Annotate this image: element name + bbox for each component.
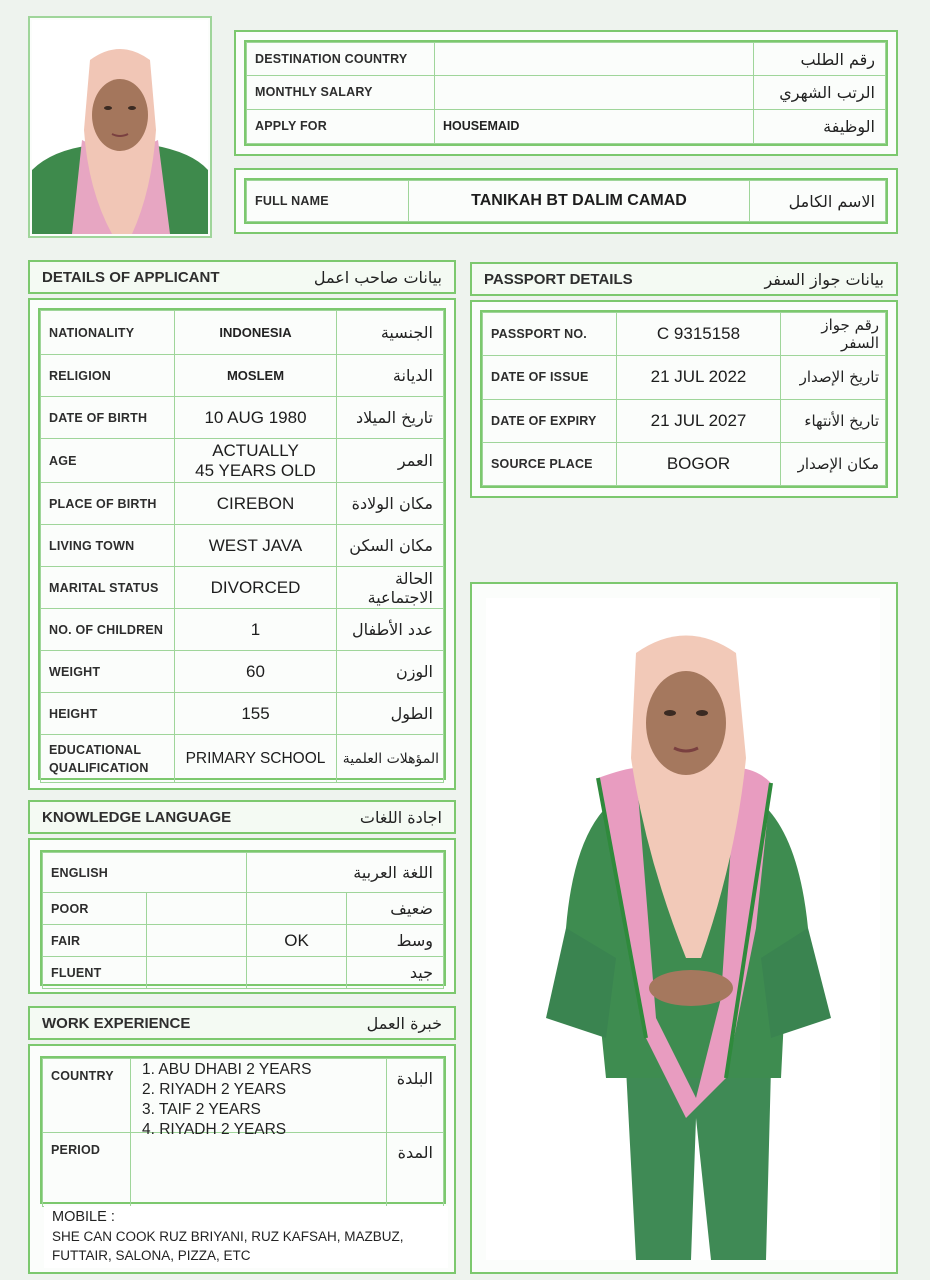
weight-value: 60: [175, 651, 337, 693]
notes-line-2: FUTTAIR, SALONA, PIZZA, ETC: [52, 1248, 251, 1263]
full-name-value: TANIKAH BT DALIM CAMAD: [409, 181, 750, 222]
passport-no-value: C 9315158: [617, 313, 781, 356]
passport-header-title: PASSPORT DETAILS: [484, 270, 633, 288]
language-header-title: KNOWLEDGE LANGUAGE: [42, 808, 232, 826]
applicant-header-ar: بيانات صاحب اعمل: [313, 267, 442, 287]
dob-label: DATE OF BIRTH: [41, 397, 175, 439]
passport-details-box: [470, 300, 898, 498]
work-item-2: 2. RIYADH 2 YEARS: [142, 1081, 287, 1098]
portrait-photo: [32, 20, 208, 234]
age-value-line2: 45 YEARS OLD: [195, 460, 316, 480]
applicant-header: [28, 260, 456, 294]
age-label: AGE: [41, 439, 175, 483]
passport-header: [470, 262, 898, 296]
apply-for-label: APPLY FOR: [247, 109, 435, 143]
work-header-ar: خبرة العمل: [366, 1013, 442, 1033]
dob-value: 10 AUG 1980: [175, 397, 337, 439]
weight-label: WEIGHT: [41, 651, 175, 693]
poor-arabic-value: [247, 893, 347, 925]
poor-ar: ضعيف: [347, 893, 444, 925]
apply-for-ar: الوظيفة: [754, 109, 886, 143]
source-place-label: SOURCE PLACE: [483, 442, 617, 485]
destination-country-label: DESTINATION COUNTRY: [247, 43, 435, 76]
living-town-value: WEST JAVA: [175, 525, 337, 567]
date-of-issue-label: DATE OF ISSUE: [483, 356, 617, 399]
marital-status-label: MARITAL STATUS: [41, 567, 175, 609]
fluent-ar: جيد: [347, 957, 444, 989]
living-town-label: LIVING TOWN: [41, 525, 175, 567]
height-label: HEIGHT: [41, 693, 175, 735]
monthly-salary-ar: الرتب الشهري: [754, 76, 886, 109]
education-label: [41, 735, 175, 783]
date-of-expiry-value: 21 JUL 2027: [617, 399, 781, 442]
full-body-photo-frame: [470, 582, 898, 1274]
education-label-line1: EDUCATIONAL: [49, 742, 142, 757]
date-of-expiry-ar: تاريخ الأنتهاء: [781, 399, 886, 442]
source-place-value: BOGOR: [617, 442, 781, 485]
poor-label: POOR: [43, 893, 147, 925]
full-body-photo: [486, 598, 880, 1260]
nationality-value: INDONESIA: [175, 311, 337, 355]
nationality-ar: الجنسية: [337, 311, 444, 355]
place-of-birth-value: CIREBON: [175, 483, 337, 525]
children-ar: عدد الأطفال: [337, 609, 444, 651]
weight-ar: الوزن: [337, 651, 444, 693]
work-header-title: WORK EXPERIENCE: [42, 1014, 191, 1032]
passport-no-label: PASSPORT NO.: [483, 313, 617, 356]
mobile-label: MOBILE :: [52, 1209, 115, 1225]
dob-ar: تاريخ الميلاد: [337, 397, 444, 439]
living-town-ar: مكان السكن: [337, 525, 444, 567]
application-info-table: [246, 42, 886, 144]
language-header-ar: اجادة اللغات: [359, 807, 442, 827]
place-of-birth-label: PLACE OF BIRTH: [41, 483, 175, 525]
age-value: [175, 439, 337, 483]
passport-details-table: [482, 312, 886, 486]
language-table: [42, 852, 444, 989]
date-of-issue-ar: تاريخ الإصدار: [781, 356, 886, 399]
period-value-cell: [131, 1133, 387, 1207]
fair-label: FAIR: [43, 925, 147, 957]
children-value: 1: [175, 609, 337, 651]
passport-header-ar: بيانات جواز السفر: [764, 269, 884, 289]
passport-no-ar: رقم جواز السفر: [781, 313, 886, 356]
height-ar: الطول: [337, 693, 444, 735]
place-of-birth-ar: مكان الولادة: [337, 483, 444, 525]
applicant-details-box: [28, 298, 456, 790]
work-box: [28, 1044, 456, 1274]
marital-status-value: DIVORCED: [175, 567, 337, 609]
apply-for-value: HOUSEMAID: [435, 109, 754, 143]
monthly-salary-label: MONTHLY SALARY: [247, 76, 435, 109]
notes-area: [44, 1206, 448, 1268]
fair-ar: وسط: [347, 925, 444, 957]
children-label: NO. OF CHILDREN: [41, 609, 175, 651]
destination-country-ar: رقم الطلب: [754, 43, 886, 76]
language-box: [28, 838, 456, 994]
full-name-table: [246, 180, 886, 222]
arabic-label: اللغة العربية: [247, 853, 444, 893]
notes-line-1: SHE CAN COOK RUZ BRIYANI, RUZ KAFSAH, MAZBUZ,: [52, 1229, 404, 1244]
english-label: ENGLISH: [43, 853, 247, 893]
fair-arabic-value: OK: [247, 925, 347, 957]
nationality-label: NATIONALITY: [41, 311, 175, 355]
full-name-label: FULL NAME: [247, 181, 409, 222]
date-of-expiry-label: DATE OF EXPIRY: [483, 399, 617, 442]
poor-english-cell: [147, 893, 247, 925]
full-name-box: [234, 168, 898, 234]
monthly-salary-value: [435, 76, 754, 109]
religion-ar: الديانة: [337, 355, 444, 397]
period-ar: المدة: [387, 1133, 444, 1207]
period-label: PERIOD: [43, 1133, 131, 1207]
work-experience-list: [142, 1060, 392, 1140]
portrait-frame: [28, 16, 212, 238]
marital-status-ar: الحالة الاجتماعية: [337, 567, 444, 609]
applicant-details-table: [40, 310, 444, 783]
applicant-header-title: DETAILS OF APPLICANT: [42, 268, 220, 286]
work-item-1: 1. ABU DHABI 2 YEARS: [142, 1061, 312, 1078]
work-item-4: 4. RIYADH 2 YEARS: [142, 1121, 287, 1138]
destination-country-value: [435, 43, 754, 76]
full-name-ar: الاسم الكامل: [750, 181, 886, 222]
application-info-box: [234, 30, 898, 156]
fluent-english-cell: [147, 957, 247, 989]
country-label: COUNTRY: [43, 1059, 131, 1133]
fluent-arabic-value: [247, 957, 347, 989]
fair-english-cell: [147, 925, 247, 957]
date-of-issue-value: 21 JUL 2022: [617, 356, 781, 399]
education-ar: المؤهلات العلمية: [337, 735, 444, 783]
age-ar: العمر: [337, 439, 444, 483]
education-label-line2: QUALIFICATION: [49, 760, 149, 775]
work-item-3: 3. TAIF 2 YEARS: [142, 1101, 261, 1118]
height-value: 155: [175, 693, 337, 735]
language-header: [28, 800, 456, 834]
religion-value: MOSLEM: [175, 355, 337, 397]
age-value-line1: ACTUALLY: [212, 440, 299, 460]
work-header: [28, 1006, 456, 1040]
fluent-label: FLUENT: [43, 957, 147, 989]
source-place-ar: مكان الإصدار: [781, 442, 886, 485]
religion-label: RELIGION: [41, 355, 175, 397]
education-value: PRIMARY SCHOOL: [175, 735, 337, 783]
country-ar: البلدة: [387, 1059, 444, 1133]
